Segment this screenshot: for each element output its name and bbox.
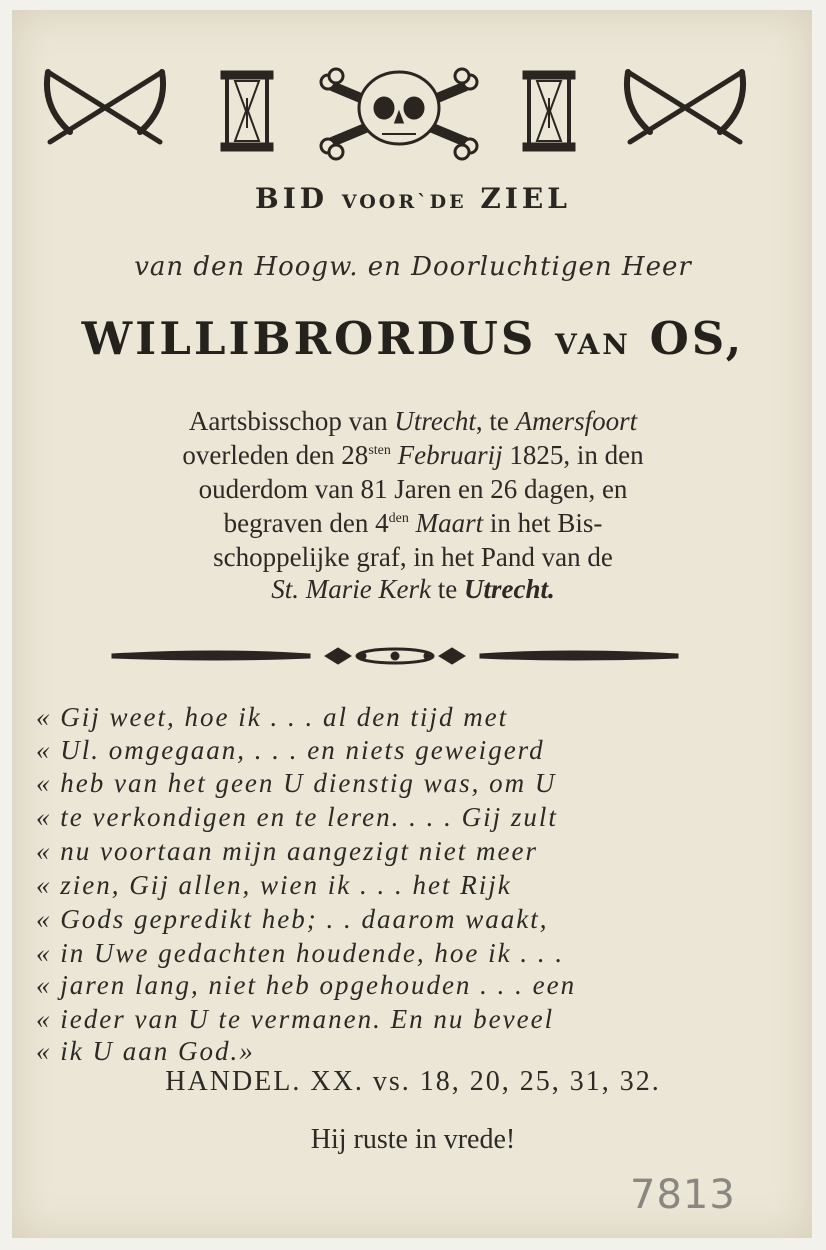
quote-line-2: « Ul. omgegaan, . . . en niets geweigerd [36,735,545,765]
scripture-reference: HANDEL. XX. vs. 18, 20, 25, 31, 32. [165,1066,661,1097]
closing-line: Hij ruste in vrede! [310,1124,516,1155]
crossed-scythes-icon [620,62,750,154]
bio-line-6: St. Marie Kerk te Utrecht. [271,574,555,604]
heading-line-1: BID VOOR`DE ZIEL [255,182,571,215]
bio-line-2: overleden den $28^{sten}$ Februarij 1825, in den [182,440,644,470]
bio-line-1: Aartsbisschop van Utrecht, te Amersfoort [188,406,638,436]
heading-line-2: van den Hoogw. en Doorluchtigen Heer [134,252,692,282]
quote-line-4: « te verkondigen en te leren. . . . Gij zult [36,802,558,832]
quote-line-11: « ik U aan God.» [36,1036,255,1066]
ornamental-divider [110,640,680,672]
quote-line-3: « heb van het geen U dienstig was, om U [36,768,557,798]
quote-line-9: « jaren lang, niet heb opgehouden . . . een [36,970,577,1000]
skull-crossbones-icon [318,62,480,162]
quote-line-5: « nu voortaan mijn aangezigt niet meer [36,836,538,866]
quote-line-7: « Gods gepredikt heb; . . daarom waakt, [36,904,549,934]
quote-line-1: « Gij weet, hoe ik . . . al den tijd met [36,702,509,732]
bio-line-5: schoppelijke graf, in het Pand van de [213,542,613,572]
hourglass-icon [218,68,276,154]
bio-line-4: begraven den $4^{den}$ Maart in het Bis- [223,508,603,538]
quote-line-10: « ieder van U te vermanen. En nu beveel [36,1004,555,1034]
crossed-scythes-icon [40,62,170,154]
quote-line-8: « in Uwe gedachten houdende, hoe ik . . . [36,938,565,968]
quote-line-6: « zien, Gij allen, wien ik . . . het Rijk [36,870,512,900]
bio-line-3: ouderdom van 81 Jaren en 26 dagen, en [198,474,628,504]
hourglass-icon [520,68,578,154]
inventory-number: 7813 [630,1172,736,1218]
deceased-name: WILLIBRORDUS VAN OS, [81,312,745,365]
